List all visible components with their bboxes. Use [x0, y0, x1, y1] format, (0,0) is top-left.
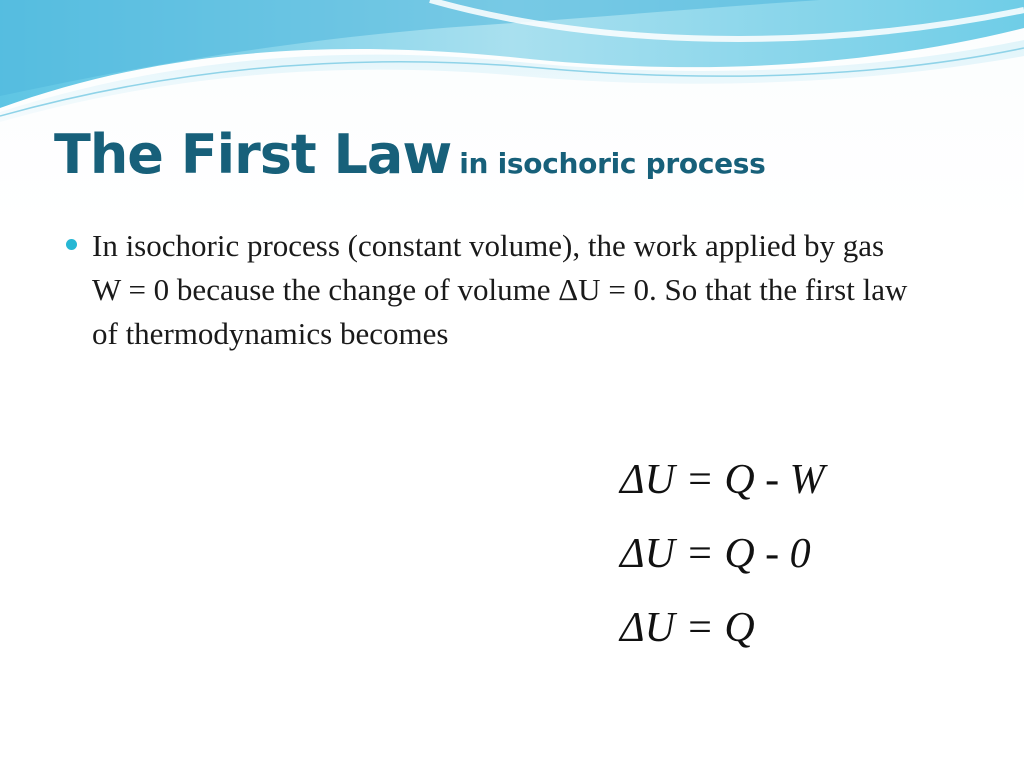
slide-title [54, 123, 766, 186]
title-subtitle: in isochoric process [459, 147, 766, 180]
equation-block [620, 452, 940, 674]
title-main: The First Law [54, 123, 452, 186]
bullet-icon [66, 239, 77, 250]
header-wave-decoration [0, 0, 1024, 130]
bullet-list [66, 224, 916, 356]
equation-1: ΔU = Q - W [620, 457, 825, 503]
equation-2: ΔU = Q - 0 [620, 531, 811, 577]
equation-3: ΔU = Q [620, 605, 755, 651]
bullet-text: In isochoric process (constant volume), the work applied by gas W = 0 because the change of volume ΔU = 0. So that the first law of thermodynamics becomes [92, 228, 908, 351]
